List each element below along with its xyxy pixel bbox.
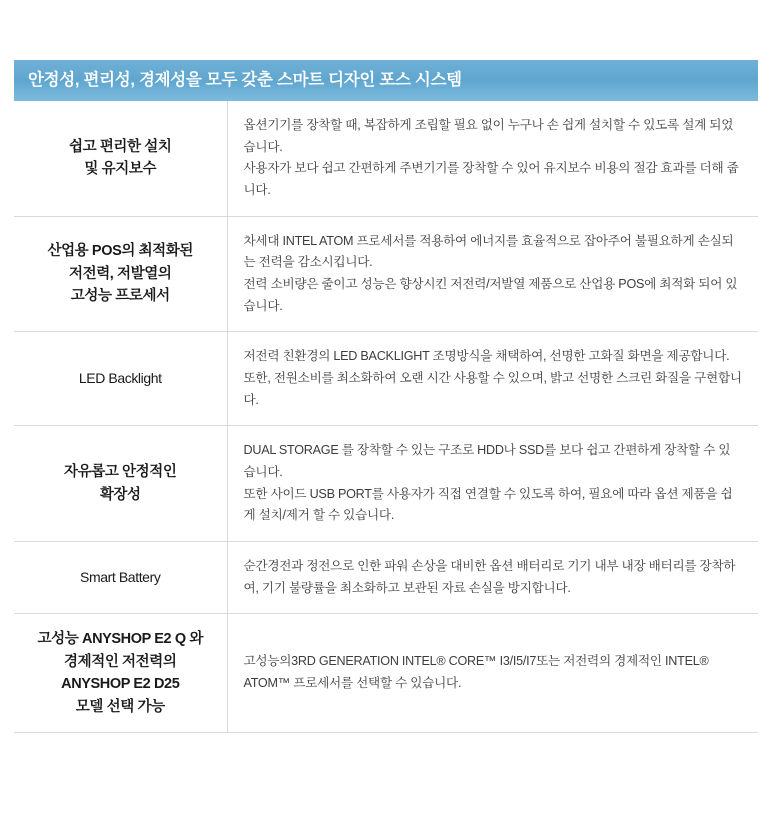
feature-title-line: 쉽고 편리한 설치 xyxy=(68,138,172,155)
table-row xyxy=(14,216,758,332)
feature-description-paragraph: 전력 소비량은 줄이고 성능은 향상시킨 저전력/저발열 제품으로 산업용 POS에 최적화 되어 있습니다. xyxy=(243,276,738,313)
table-row xyxy=(14,332,758,426)
feature-title-line: 확장성 xyxy=(99,486,141,503)
feature-title xyxy=(14,541,227,613)
table-row xyxy=(14,541,758,613)
feature-description xyxy=(227,216,758,332)
table-row xyxy=(14,426,758,542)
feature-description xyxy=(227,614,758,733)
feature-title xyxy=(14,332,227,426)
feature-title-line: 모델 선택 가능 xyxy=(75,698,165,715)
page-title: 안정성, 편리성, 경제성을 모두 갖춘 스마트 디자인 포스 시스템 xyxy=(14,60,758,101)
feature-description xyxy=(227,541,758,613)
table-row xyxy=(14,614,758,733)
feature-description-paragraph: 고성능의3RD GENERATION INTEL® CORE™ I3/I5/I7또는 저전력의 경제적인 INTEL® ATOM™ 프로세서를 선택할 수 있습니다. xyxy=(243,654,709,691)
table-row xyxy=(14,101,758,216)
feature-description-paragraph: 또한, 전원소비를 최소화하여 오랜 시간 사용할 수 있으며, 밝고 선명한 스크린 화질을 구현합니다. xyxy=(243,370,742,407)
feature-description-paragraph: 차세대 INTEL ATOM 프로세서를 적용하여 에너지를 효율적으로 잡아주어 불필요하게 손실되는 전력을 감소시킵니다. xyxy=(243,233,734,270)
feature-title-line: 고성능 ANYSHOP E2 Q 와 xyxy=(37,631,203,648)
feature-description xyxy=(227,426,758,542)
feature-description-paragraph: 옵션기기를 장착할 때, 복잡하게 조립할 필요 없이 누구나 손 쉽게 설치할 수 있도록 설계 되었습니다. xyxy=(243,118,734,154)
feature-title-line: LED Backlight xyxy=(78,369,162,386)
feature-title xyxy=(14,426,227,542)
feature-description-paragraph: 또한 사이드 USB PORT를 사용자가 직접 연결할 수 있도록 하여, 필요에 따라 옵션 제품을 쉽게 설치/제거 할 수 있습니다. xyxy=(243,486,733,523)
feature-description-paragraph: DUAL STORAGE 를 장착할 수 있는 구조로 HDD나 SSD를 보다 쉽고 간편하게 장착할 수 있습니다. xyxy=(243,443,731,479)
feature-title-line: 산업용 POS의 최적화된 xyxy=(47,243,194,260)
feature-title-line: 자유롭고 안정적인 xyxy=(64,464,177,481)
feature-title-line: 저전력, 저발열의 xyxy=(68,265,172,282)
feature-title xyxy=(14,216,227,332)
feature-title-line: 및 유지보수 xyxy=(84,161,157,178)
feature-description xyxy=(227,332,758,426)
table-header-row xyxy=(14,60,758,101)
feature-description xyxy=(227,101,758,216)
feature-table xyxy=(14,60,758,733)
feature-title-line: 고성능 프로세서 xyxy=(70,288,170,305)
feature-title-line: 경제적인 저전력의 xyxy=(64,653,177,670)
feature-description-paragraph: 저전력 친환경의 LED BACKLIGHT 조명방식을 채택하여, 선명한 고화질 화면을 제공합니다. xyxy=(243,349,730,364)
feature-title xyxy=(14,101,227,216)
feature-title-line: Smart Battery xyxy=(80,568,161,585)
feature-title-line: ANYSHOP E2 D25 xyxy=(61,676,180,693)
feature-description-paragraph: 사용자가 보다 쉽고 간편하게 주변기기를 장착할 수 있어 유지보수 비용의 절감 효과를 더해 줍니다. xyxy=(243,161,739,197)
feature-table-body xyxy=(14,60,758,733)
feature-description-paragraph: 순간경전과 정전으로 인한 파워 손상을 대비한 옵션 배터리로 기기 내부 내장 배터리를 장착하여, 기기 불량률을 최소화하고 보관된 자료 손실을 방지합니다. xyxy=(243,558,736,595)
feature-title xyxy=(14,614,227,733)
